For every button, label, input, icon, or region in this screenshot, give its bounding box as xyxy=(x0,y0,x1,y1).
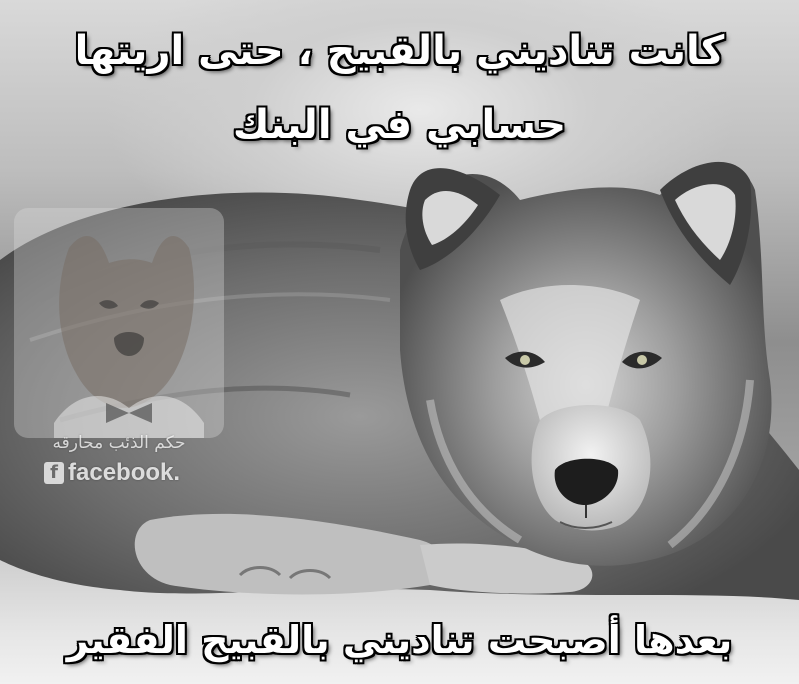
facebook-icon: f xyxy=(44,462,64,484)
wolf-logo-icon xyxy=(14,208,224,438)
caption-bottom-line: بعدها أصبحت تناديني بالقبيح الفقير xyxy=(66,618,733,662)
caption-top-line-1: كانت تناديني بالقبيح ، حتى اريتها xyxy=(74,28,725,74)
caption-top-line-2: حسابي في البنك xyxy=(232,102,567,148)
facebook-badge xyxy=(44,460,180,486)
facebook-wordmark: facebook. xyxy=(68,459,181,486)
watermark-page-name: حكم الذئب محارقه xyxy=(52,433,186,453)
watermark-logo xyxy=(14,208,224,438)
page-watermark xyxy=(14,208,224,498)
